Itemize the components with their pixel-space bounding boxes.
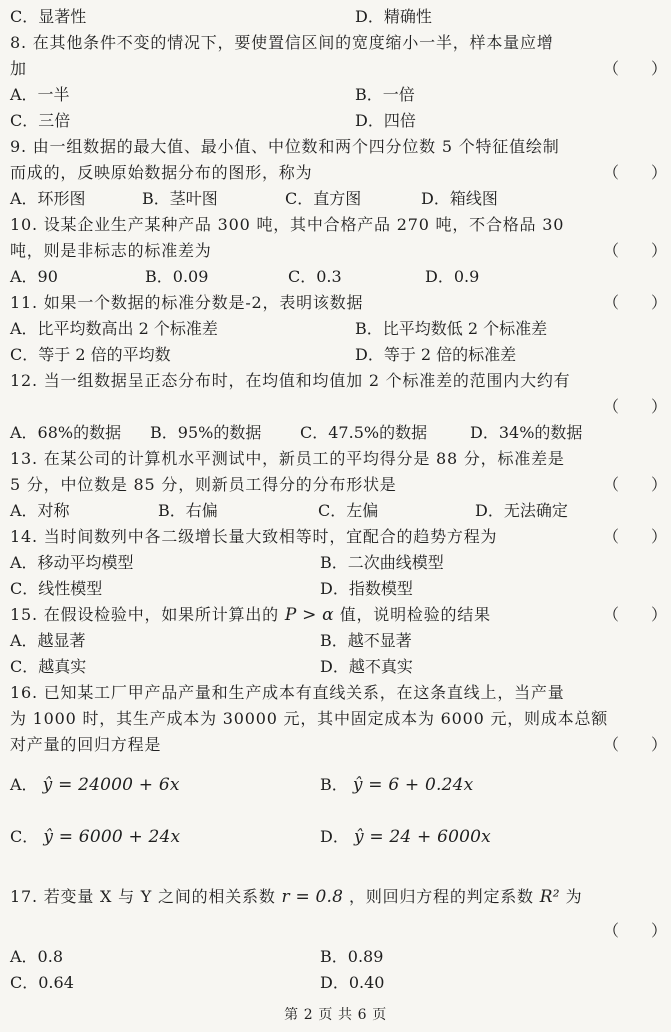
question-12-line-1: 12. 当一组数据呈正态分布时，在均值和均值加 2 个标准差的范围内大约有 [10,371,571,390]
question-10-option-d: D．0.9 [425,267,480,286]
question-9-line-1: 9. 由一组数据的最大值、最小值、中位数和两个四分位数 5 个特征值绘制 [10,137,560,156]
question-14-line-1: 14. 当时间数列中各二级增长量大致相等时，宜配合的趋势方程为 [10,527,498,546]
question-10-option-b: B．0.09 [145,267,209,286]
question-17-answer-box: （ ） [603,921,668,940]
question-8-line-2: 加 [10,59,27,78]
question-8-line-1: 8. 在其他条件不变的情况下，要使置信区间的宽度缩小一半，样本量应增 [10,33,554,52]
question-14-answer-box: （ ） [603,527,668,546]
question-10-answer-box: （ ） [603,241,668,260]
question-9-option-b: B．茎叶图 [142,189,218,208]
question-8-option-d: D．四倍 [355,111,416,130]
question-17-option-a: A．0.8 [10,947,64,966]
question-15-option-b: B．越不显著 [320,631,412,650]
question-15-option-a: A．越显著 [10,631,86,650]
question-17-option-b: B．0.89 [320,947,384,966]
question-10-option-c: C．0.3 [288,267,342,286]
question-10-line-2: 吨，则是非标志的标准差为 [10,241,212,260]
question-16-option-d [320,824,491,850]
question-9-option-a: A．环形图 [10,189,86,208]
question-17-option-c: C．0.64 [10,973,74,992]
question-16-option-d-label: D． [320,827,349,846]
question-16-option-c [10,824,180,850]
question-9-option-d: D．箱线图 [421,189,498,208]
question-17-option-d: D．0.40 [320,973,385,992]
question-14-option-b: B．二次曲线模型 [320,553,444,572]
question-11-option-c: C．等于 2 倍的平均数 [10,345,171,364]
question-11-line-1: 11. 如果一个数据的标准分数是-2，表明该数据 [10,293,364,312]
question-14-option-a: A．移动平均模型 [10,553,134,572]
question-10-option-a: A．90 [10,267,58,286]
question-16-option-b [320,772,473,798]
question-9-option-c: C．直方图 [285,189,362,208]
question-17-suffix: 为 [565,887,583,906]
question-16-option-b-formula: ŷ = 6 + 0.24x [352,775,474,795]
question-16-option-d-formula: ŷ = 24 + 6000x [353,827,491,847]
question-16-line-2: 为 1000 时，其生产成本为 30000 元，其中固定成本为 6000 元，则成本总额 [10,709,609,728]
question-11-option-a: A．比平均数高出 2 个标准差 [10,319,218,338]
question-13-answer-box: （ ） [603,475,668,494]
question-13-line-1: 13. 在某公司的计算机水平测试中，新员工的平均得分是 88 分，标准差是 [10,449,565,468]
question-15-suffix: 值，说明检验的结果 [339,605,491,624]
question-16-option-a-label: A． [10,775,38,794]
question-15-option-d: D．越不真实 [320,657,413,676]
question-15-answer-box: （ ） [603,605,668,624]
question-14-option-d: D．指数模型 [320,579,413,598]
question-12-answer-box: （ ） [603,397,668,416]
question-13-line-2: 5 分，中位数是 85 分，则新员工得分的分布形状是 [10,475,397,494]
option-d-previous: D．精确性 [355,7,432,26]
question-16-option-b-label: B． [320,775,348,794]
question-16-line-3: 对产量的回归方程是 [10,735,162,754]
question-8-answer-box: （ ） [603,59,668,78]
question-11-option-d: D．等于 2 倍的标准差 [355,345,517,364]
question-17-line-1 [10,884,653,910]
question-16-line-1: 16. 已知某工厂甲产品产量和生产成本有直线关系，在这条直线上，当产量 [10,683,565,702]
question-16-option-a-formula: ŷ = 24000 + 6x [42,775,180,795]
question-8-option-a: A．一半 [10,85,70,104]
page-footer: 第 2 页 共 6 页 [284,1007,387,1023]
question-14-option-c: C．线性模型 [10,579,103,598]
option-c-previous: C．显著性 [10,7,87,26]
question-8-option-c: C．三倍 [10,111,71,130]
question-15-math: P > α [284,605,334,625]
question-11-answer-box: （ ） [603,293,668,312]
question-12-option-b: B．95%的数据 [150,423,262,442]
question-13-option-d: D．无法确定 [475,501,568,520]
question-17-math-r2: R² [539,887,560,907]
question-16-option-c-formula: ŷ = 6000 + 24x [43,827,181,847]
question-13-option-a: A．对称 [10,501,70,520]
question-15-option-c: C．越真实 [10,657,87,676]
question-13-option-c: C．左偏 [318,501,379,520]
question-15-prefix: 15. 在假设检验中，如果所计算出的 [10,605,279,624]
question-15-line-1 [10,602,668,628]
question-13-option-b: B．右偏 [158,501,218,520]
question-17-prefix: 17. 若变量 X 与 Y 之间的相关系数 [10,887,276,906]
question-8-option-b: B．一倍 [355,85,415,104]
question-11-option-b: B．比平均数低 2 个标准差 [355,319,548,338]
question-16-option-c-label: C． [10,827,39,846]
question-9-line-2: 而成的，反映原始数据分布的图形，称为 [10,163,313,182]
question-12-option-d: D．34%的数据 [470,423,583,442]
question-9-answer-box: （ ） [603,163,668,182]
question-16-option-a [10,772,180,798]
question-10-line-1: 10. 设某企业生产某种产品 300 吨，其中合格产品 270 吨，不合格品 30 [10,215,565,234]
question-17-math-r: r = 0.8 [281,887,344,907]
question-12-option-c: C．47.5%的数据 [300,423,428,442]
question-16-answer-box: （ ） [603,735,668,754]
question-12-option-a: A．68%的数据 [10,423,122,442]
question-17-mid: ，则回归方程的判定系数 [349,887,534,906]
